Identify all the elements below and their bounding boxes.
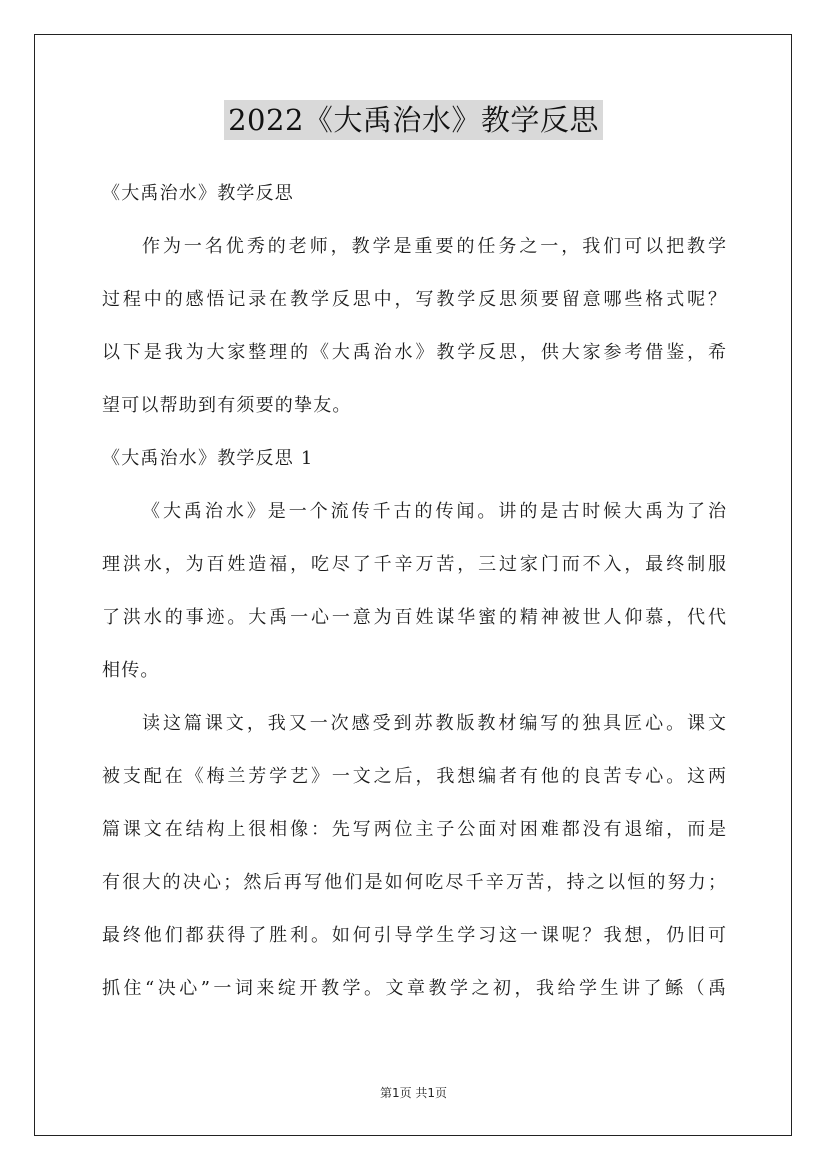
body-line: 作为一名优秀的老师，教学是重要的任务之一，我们可以把教学: [142, 236, 726, 257]
body-line: 望可以帮助到有须要的挚友。: [102, 395, 352, 416]
page-footer: 第1页 共1页: [379, 1086, 448, 1100]
section-heading: 《大禹治水》教学反思 1: [102, 448, 314, 469]
document-title: 2022《大禹治水》教学反思: [224, 100, 603, 140]
body-line: 最终他们都获得了胜利。如何引导学生学习这一课呢？我想，仍旧可: [102, 925, 726, 946]
document-body: [102, 176, 726, 1007]
body-line: 有很大的决心；然后再写他们是如何吃尽千辛万苦，持之以恒的努力；: [102, 872, 726, 893]
title-container: [0, 100, 827, 140]
section-heading: 《大禹治水》教学反思: [102, 183, 294, 204]
body-line: 过程中的感悟记录在教学反思中，写教学反思须要留意哪些格式呢？: [102, 289, 726, 310]
body-line: 读这篇课文，我又一次感受到苏教版教材编写的独具匠心。课文: [142, 713, 726, 734]
body-line: 以下是我为大家整理的《大禹治水》教学反思，供大家参考借鉴，希: [102, 342, 726, 363]
body-line: 被支配在《梅兰芳学艺》一文之后，我想编者有他的良苦专心。这两: [102, 766, 726, 787]
body-line: 《大禹治水》是一个流传千古的传闻。讲的是古时候大禹为了治: [142, 501, 726, 522]
body-line: 篇课文在结构上很相像：先写两位主子公面对困难都没有退缩，而是: [102, 819, 726, 840]
body-line: 了洪水的事迹。大禹一心一意为百姓谋华蜜的精神被世人仰慕，代代: [102, 607, 726, 628]
body-line: 抓住“决心”一词来绽开教学。文章教学之初，我给学生讲了鲧（禹: [102, 978, 726, 999]
body-line: 相传。: [102, 660, 160, 681]
body-line: 理洪水，为百姓造福，吃尽了千辛万苦，三过家门而不入，最终制服: [102, 554, 726, 575]
